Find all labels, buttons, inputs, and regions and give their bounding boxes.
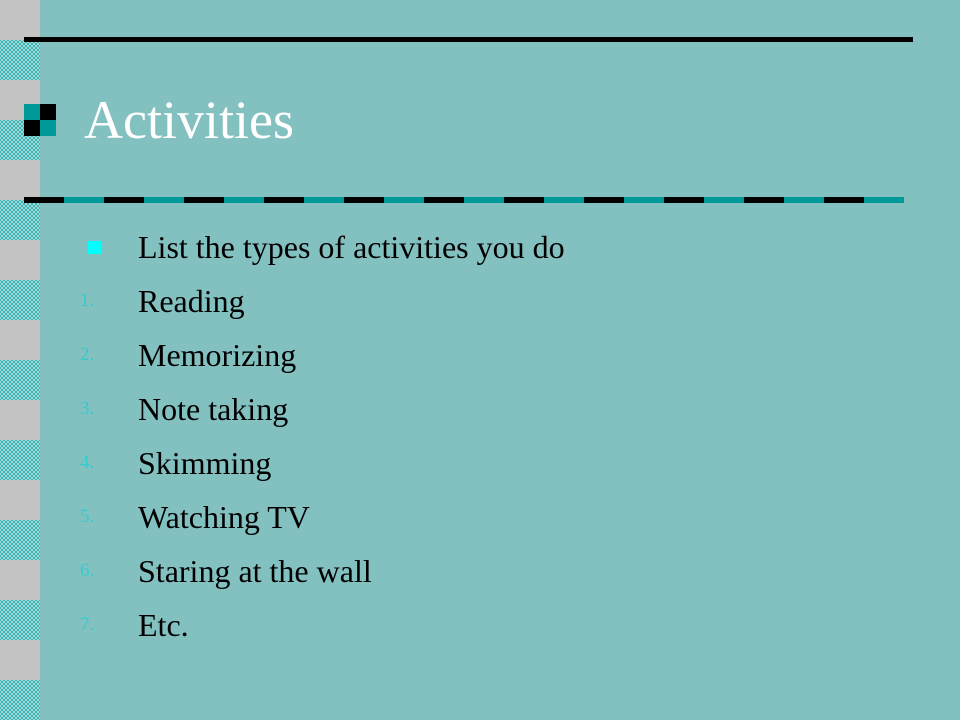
- list-number: 2.: [80, 344, 95, 365]
- top-divider: [24, 37, 913, 42]
- dashed-divider: [24, 197, 904, 203]
- list-item-text: Skimming: [138, 445, 272, 481]
- list-item-text: Note taking: [138, 391, 289, 427]
- strip-block: [0, 240, 40, 280]
- slide-body: [80, 222, 900, 654]
- list-item: [80, 384, 900, 438]
- checker-title-icon: [24, 104, 56, 136]
- strip-block: [0, 680, 40, 720]
- list-item: [80, 492, 900, 546]
- strip-block: [0, 640, 40, 680]
- list-number: 1.: [80, 290, 95, 311]
- strip-block: [0, 440, 40, 480]
- strip-block: [0, 600, 40, 640]
- strip-block: [0, 400, 40, 440]
- strip-block: [0, 360, 40, 400]
- strip-block: [0, 40, 40, 80]
- list-item: [80, 546, 900, 600]
- list-item-text: Staring at the wall: [138, 553, 372, 589]
- list-item: [80, 600, 900, 654]
- checker-square: [24, 120, 40, 136]
- list-item-text: Watching TV: [138, 499, 310, 535]
- strip-block: [0, 560, 40, 600]
- checker-square: [40, 120, 56, 136]
- list-item: [80, 276, 900, 330]
- checker-square: [40, 104, 56, 120]
- list-item: [80, 438, 900, 492]
- list-number: 5.: [80, 506, 95, 527]
- list-number: 3.: [80, 398, 95, 419]
- list-number: 7.: [80, 614, 95, 635]
- bullet-item: [80, 222, 900, 276]
- list-item-text: Memorizing: [138, 337, 297, 373]
- strip-block: [0, 280, 40, 320]
- strip-block: [0, 0, 40, 40]
- list-item: [80, 330, 900, 384]
- strip-block: [0, 320, 40, 360]
- strip-block: [0, 160, 40, 200]
- list-number: 4.: [80, 452, 95, 473]
- strip-block: [0, 520, 40, 560]
- strip-block: [0, 480, 40, 520]
- bullet-text: List the types of activities you do: [138, 229, 565, 265]
- strip-block: [0, 200, 40, 240]
- list-number: 6.: [80, 560, 95, 581]
- checker-square: [24, 104, 40, 120]
- square-bullet-icon: [88, 241, 101, 254]
- slide-title: Activities: [84, 90, 294, 150]
- list-item-text: Etc.: [138, 607, 189, 643]
- list-item-text: Reading: [138, 283, 245, 319]
